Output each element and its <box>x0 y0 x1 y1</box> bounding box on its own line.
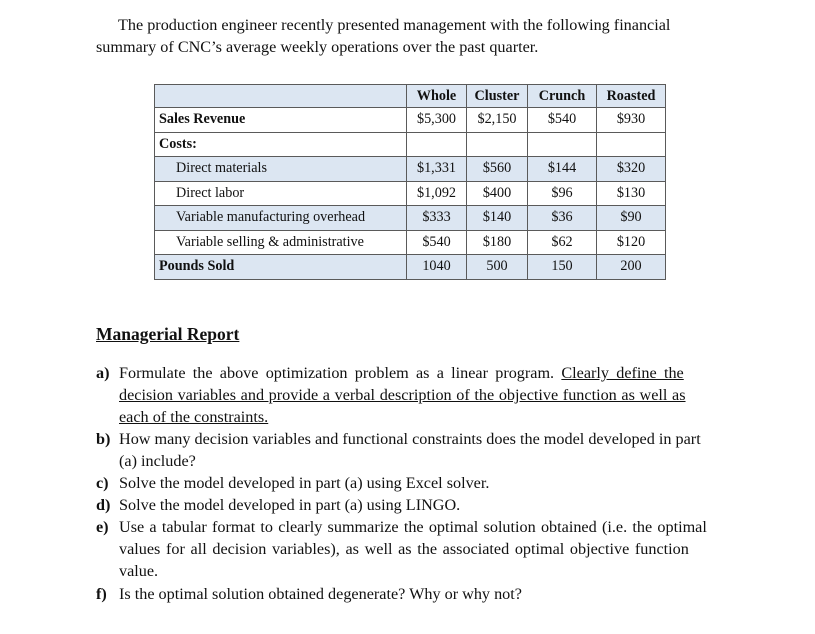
question-line: (a) include? <box>119 452 196 470</box>
question-e <box>96 516 726 582</box>
table-row-direct-labor <box>155 181 666 206</box>
header-roasted: Roasted <box>597 85 666 108</box>
table-row-direct-materials <box>155 157 666 182</box>
question-f <box>96 583 726 605</box>
table-header-row <box>155 85 666 108</box>
question-text <box>119 583 726 605</box>
question-line: Is the optimal solution obtained degenerate? Why or why not? <box>119 585 522 603</box>
question-a-underlined-3: each of the constraints. <box>119 408 269 426</box>
cell-value: 200 <box>597 255 666 280</box>
question-text <box>119 362 726 428</box>
question-line: Use a tabular format to clearly summarize the optimal solution obtained (i.e. the optimal <box>119 518 707 536</box>
cell-value: $36 <box>528 206 597 231</box>
question-line: Solve the model developed in part (a) using LINGO. <box>119 496 461 514</box>
question-a-underlined-1: Clearly define the <box>561 364 684 382</box>
table-row-pounds-sold <box>155 255 666 280</box>
cell-value: $130 <box>597 181 666 206</box>
cell-value <box>467 132 528 157</box>
question-letter: a) <box>96 364 110 382</box>
cell-value: $320 <box>597 157 666 182</box>
cell-value: $144 <box>528 157 597 182</box>
table-row-variable-manufacturing-overhead <box>155 206 666 231</box>
cell-value: $930 <box>597 108 666 133</box>
cell-value: $2,150 <box>467 108 528 133</box>
question-line: values for all decision variables), as well as the associated optimal objective function <box>119 540 689 558</box>
cell-value: $560 <box>467 157 528 182</box>
intro-paragraph <box>96 14 736 58</box>
question-letter: b) <box>96 430 111 448</box>
cell-value: $333 <box>407 206 467 231</box>
question-a <box>96 362 726 428</box>
question-text <box>119 494 726 516</box>
intro-line-1: The production engineer recently presented management with the following financial <box>118 16 671 34</box>
row-label: Pounds Sold <box>155 255 407 280</box>
question-a-underlined-2: decision variables and provide a verbal description of the objective function as well as <box>119 386 686 404</box>
row-label: Variable selling & administrative <box>155 230 407 255</box>
cell-value: $62 <box>528 230 597 255</box>
table-row-sales-revenue <box>155 108 666 133</box>
cell-value: $90 <box>597 206 666 231</box>
table-row-costs <box>155 132 666 157</box>
question-line: How many decision variables and functional constraints does the model developed in part <box>119 430 701 448</box>
question-letter: e) <box>96 518 109 536</box>
question-b <box>96 428 726 472</box>
financial-summary-table <box>154 84 666 280</box>
report-title: Managerial Report <box>96 324 240 344</box>
row-label: Direct labor <box>155 181 407 206</box>
intro-line-2: summary of CNC’s average weekly operations over the past quarter. <box>96 38 539 56</box>
header-crunch: Crunch <box>528 85 597 108</box>
cell-value: 500 <box>467 255 528 280</box>
cell-value: 150 <box>528 255 597 280</box>
question-text <box>119 472 726 494</box>
cell-value: $1,331 <box>407 157 467 182</box>
question-line: value. <box>119 562 159 580</box>
question-text <box>119 516 726 582</box>
question-letter: f) <box>96 585 107 603</box>
cell-value: $5,300 <box>407 108 467 133</box>
row-label: Variable manufacturing overhead <box>155 206 407 231</box>
question-line: Solve the model developed in part (a) using Excel solver. <box>119 474 490 492</box>
cell-value: $180 <box>467 230 528 255</box>
header-cluster: Cluster <box>467 85 528 108</box>
cell-value: $540 <box>528 108 597 133</box>
cell-value: $96 <box>528 181 597 206</box>
cell-value <box>597 132 666 157</box>
header-blank-cell <box>155 85 407 108</box>
row-label: Costs: <box>155 132 407 157</box>
header-whole: Whole <box>407 85 467 108</box>
question-a-plain: Formulate the above optimization problem as a linear program. <box>119 364 555 382</box>
cell-value: $400 <box>467 181 528 206</box>
cell-value: $140 <box>467 206 528 231</box>
cell-value <box>407 132 467 157</box>
question-d <box>96 494 726 516</box>
row-label: Direct materials <box>155 157 407 182</box>
cell-value <box>528 132 597 157</box>
cell-value: $120 <box>597 230 666 255</box>
cell-value: $540 <box>407 230 467 255</box>
cell-value: $1,092 <box>407 181 467 206</box>
question-text <box>119 428 726 472</box>
question-letter: c) <box>96 474 109 492</box>
row-label: Sales Revenue <box>155 108 407 133</box>
question-letter: d) <box>96 496 111 514</box>
cell-value: 1040 <box>407 255 467 280</box>
question-c <box>96 472 726 494</box>
table-row-variable-selling-admin <box>155 230 666 255</box>
